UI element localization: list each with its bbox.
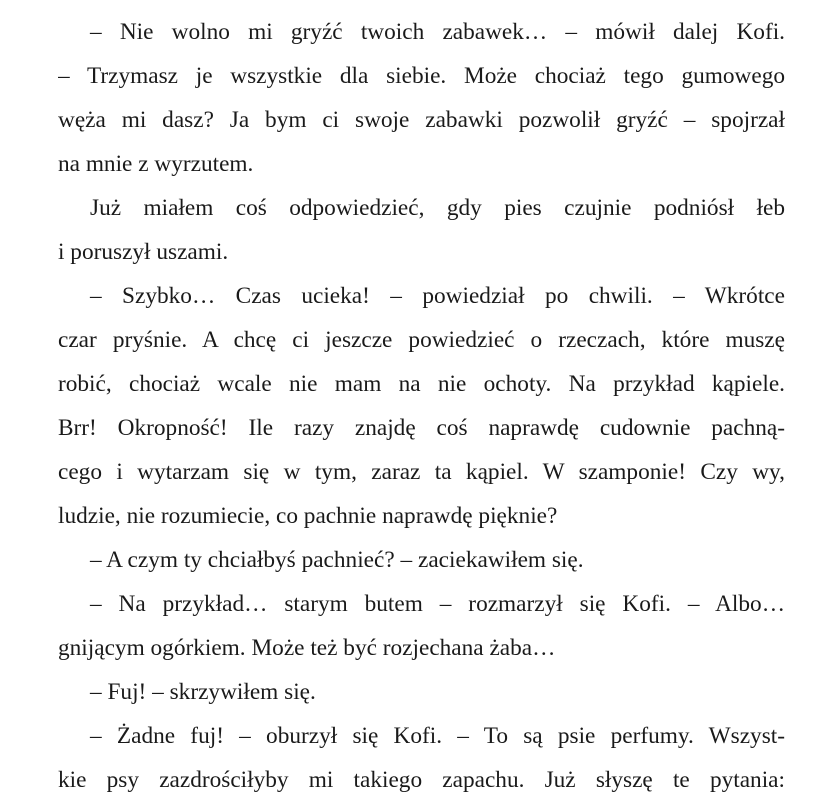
text-line: – Fuj! – skrzywiłem się. [90,679,316,705]
text-line: – Na przykład… starym butem – rozmarzył się Kofi. – Albo… [90,591,785,617]
text-line: robić, chociaż wcale nie mam na nie ochoty. Na przykład kąpiele. [58,371,785,397]
text-line: Już miałem coś odpowiedzieć, gdy pies czujnie podniósł łeb [90,195,785,221]
text-line: – Nie wolno mi gryźć twoich zabawek… – mówił dalej Kofi. [90,19,785,45]
text-line: – A czym ty chciałbyś pachnieć? – zaciekawiłem się. [90,547,584,573]
text-line: cego i wytarzam się w tym, zaraz ta kąpiel. W szamponie! Czy wy, [58,459,785,485]
text-line: na mnie z wyrzutem. [58,151,254,177]
text-line: – Trzymasz je wszystkie dla siebie. Może chociaż tego gumowego [58,63,785,89]
text-line: – Szybko… Czas ucieka! – powiedział po chwili. – Wkrótce [90,283,785,309]
text-line: Brr! Okropność! Ile razy znajdę coś naprawdę cudownie pachną- [58,415,785,441]
text-line: kie psy zazdrościłyby mi takiego zapachu. Już słyszę te pytania: [58,767,785,793]
text-line: i poruszył uszami. [58,239,229,265]
book-page [58,0,785,800]
text-line: gnijącym ogórkiem. Może też być rozjechana żaba… [58,635,556,661]
text-line: czar pryśnie. A chcę ci jeszcze powiedzieć o rzeczach, które muszę [58,327,785,353]
text-line: – Żadne fuj! – oburzył się Kofi. – To są psie perfumy. Wszyst- [90,723,785,749]
text-line: ludzie, nie rozumiecie, co pachnie naprawdę pięknie? [58,503,558,529]
text-line: węża mi dasz? Ja bym ci swoje zabawki pozwolił gryźć – spojrzał [58,107,785,133]
